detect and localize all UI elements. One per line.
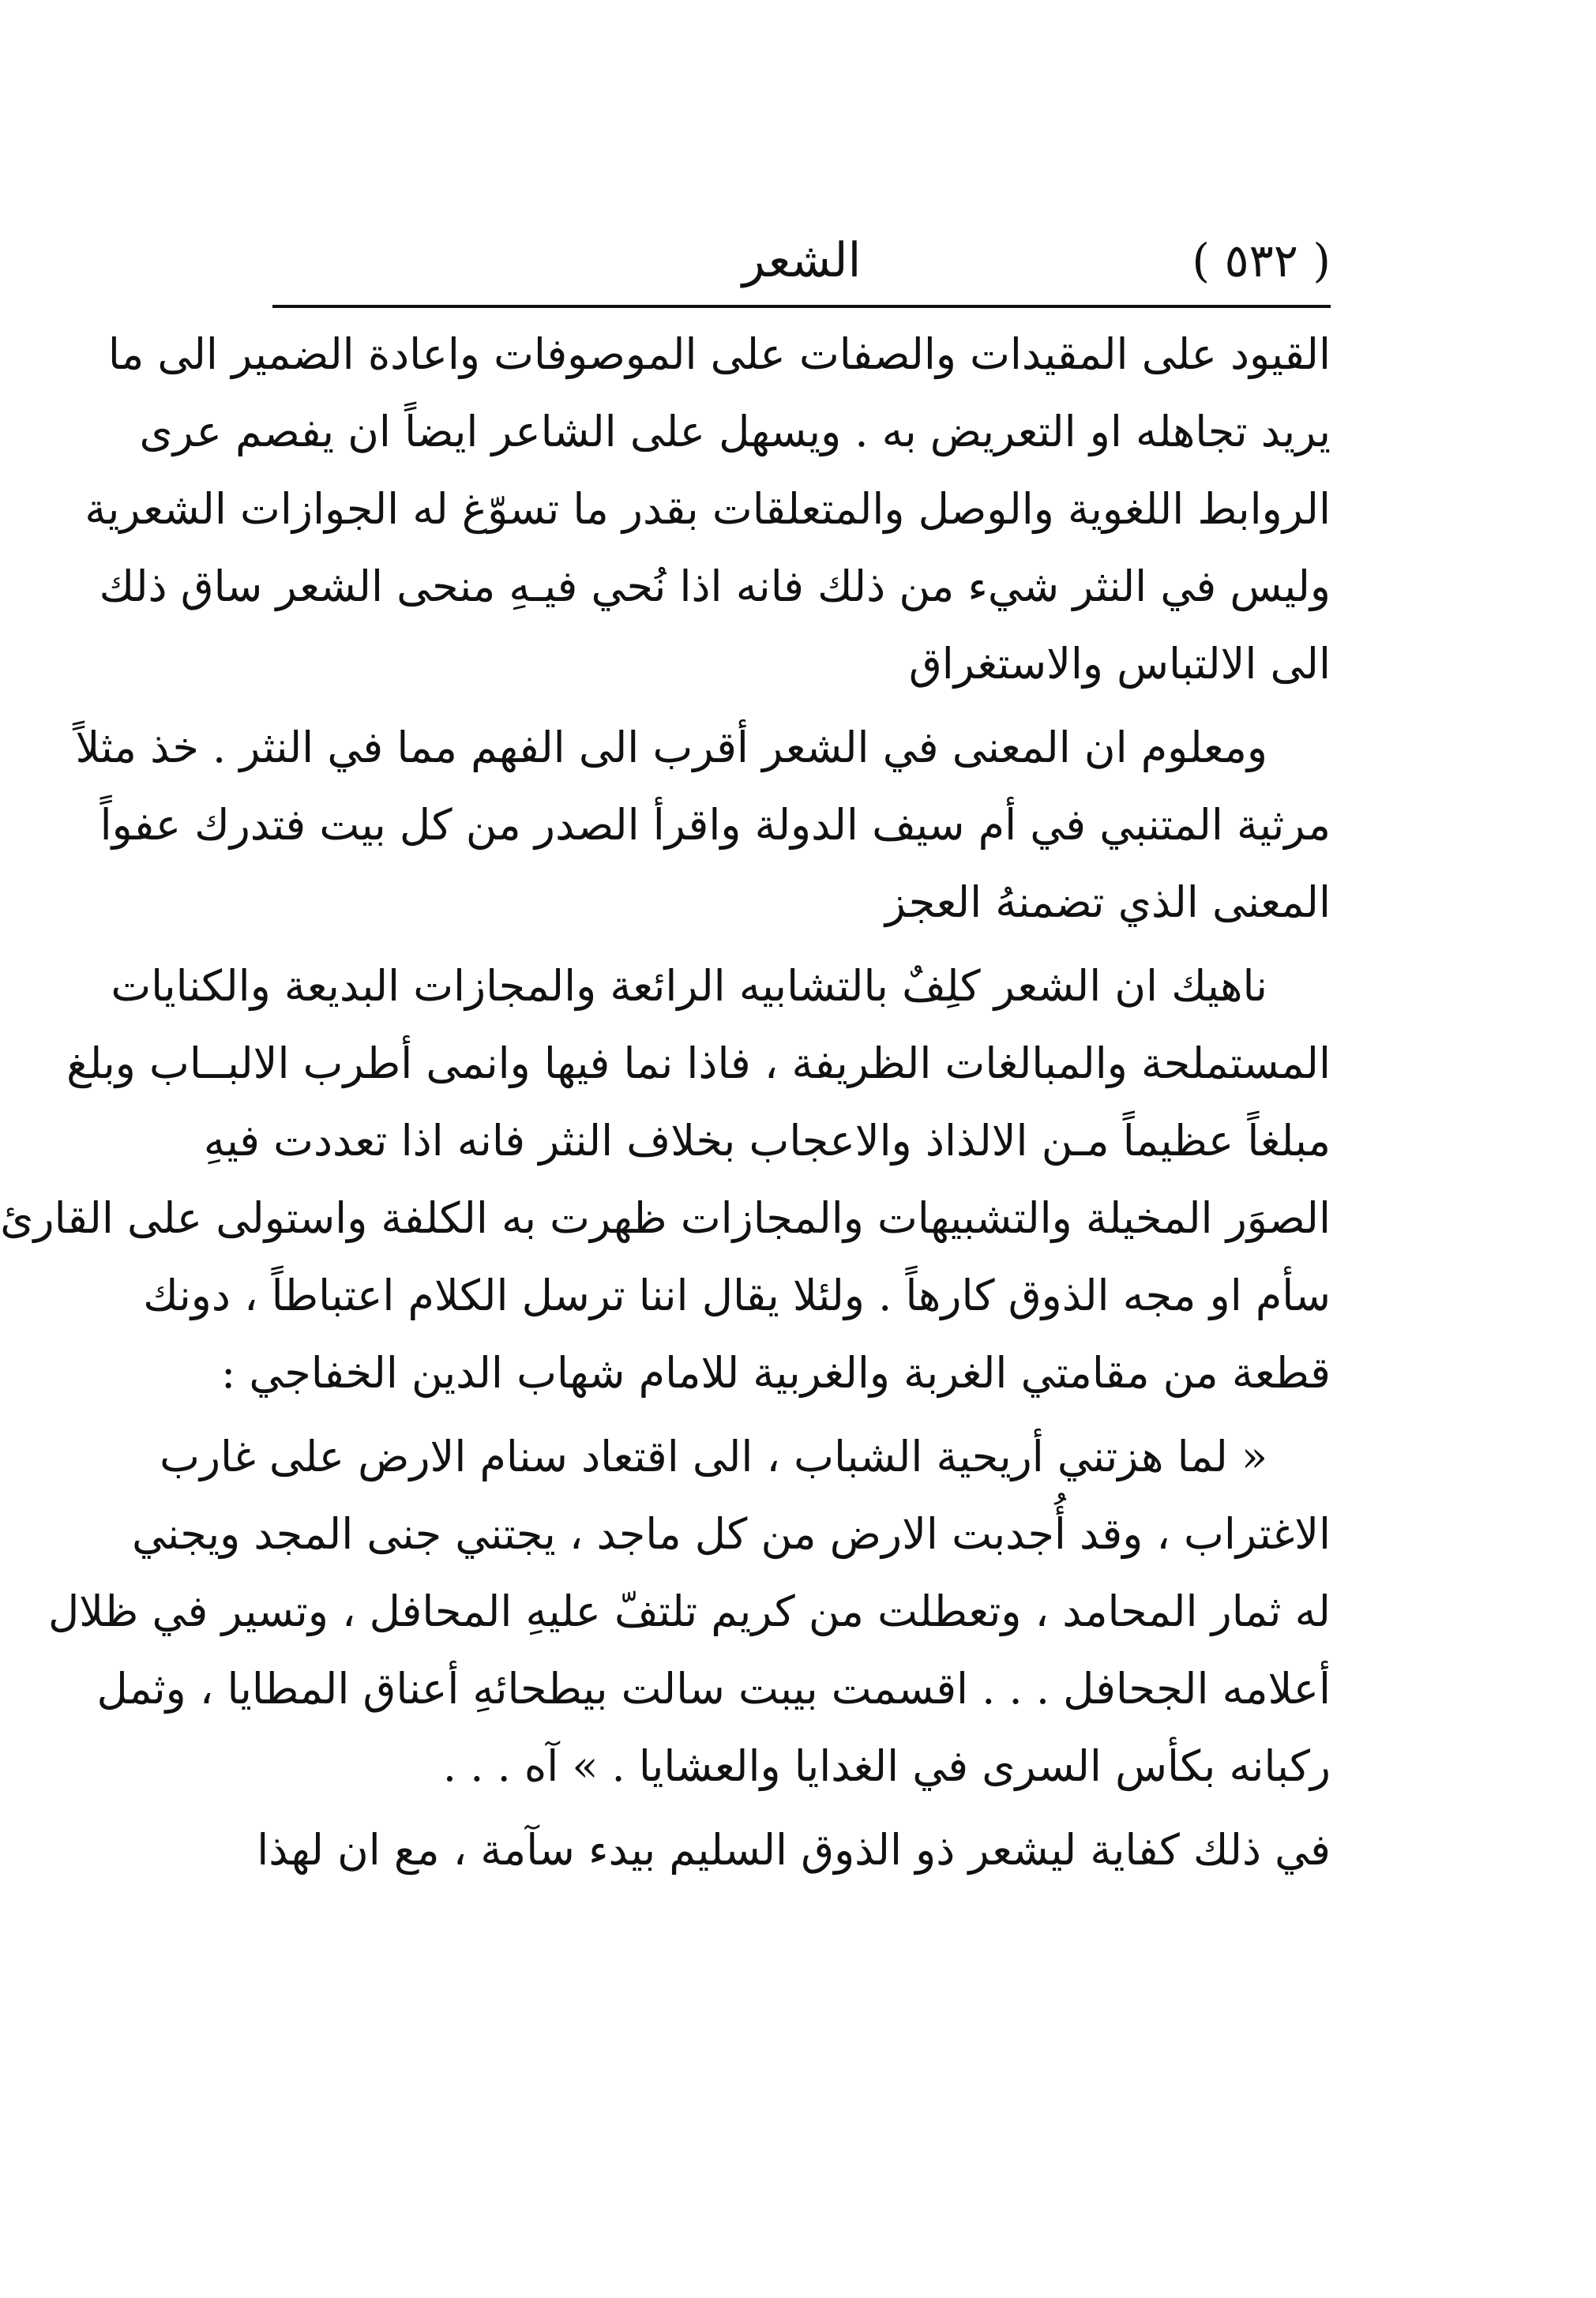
paragraph-4-quote xyxy=(47,1418,1331,1805)
text-line: « لما هزتني أريحية الشباب ، الى اقتعاد سنام الارض على غارب xyxy=(160,1432,1267,1481)
text-line: يريد تجاهله او التعريض به . ويسهل على الشاعر ايضاً ان يفصم عرى xyxy=(139,407,1331,456)
text-line: ناهيك ان الشعر كلِفٌ بالتشابيه الرائعة والمجازات البديعة والكنايات xyxy=(111,961,1267,1011)
text-line: الاغتراب ، وقد أُجدبت الارض من كل ماجد ، يجتني جنى المجد ويجني xyxy=(131,1509,1331,1559)
page-header xyxy=(272,213,1331,300)
paragraph-5 xyxy=(257,1812,1331,1889)
text-line: سأم او مجه الذوق كارهاً . ولئلا يقال اننا ترسل الكلام اعتباطاً ، دونك xyxy=(143,1271,1331,1320)
page-body xyxy=(0,316,1331,1895)
text-line: ركبانه بكأس السرى في الغدايا والعشايا . » آه . . . xyxy=(442,1741,1331,1791)
text-line: ومعلوم ان المعنى في الشعر أقرب الى الفهم مما في النثر . خذ مثلاً xyxy=(75,723,1267,772)
header-rule xyxy=(272,305,1331,308)
text-line: المعنى الذي تضمنهُ العجز xyxy=(884,877,1331,927)
text-line: له ثمار المحامد ، وتعطلت من كريم تلتفّ عليهِ المحافل ، وتسير في ظلال xyxy=(47,1586,1331,1636)
text-line: قطعة من مقامتي الغربة والغربية للامام شهاب الدين الخفاجي : xyxy=(220,1348,1331,1398)
text-line: الروابط اللغوية والوصل والمتعلقات بقدر ما تسوّغ له الجوازات الشعرية xyxy=(84,484,1331,534)
text-line: مرثية المتنبي في أم سيف الدولة واقرأ الصدر من كل بيت فتدرك عفواً xyxy=(100,800,1331,850)
text-line: المستملحة والمبالغات الظريفة ، فاذا نما فيها وانمى أطرب الالبــاب وبلغ xyxy=(66,1038,1331,1088)
paragraph-3 xyxy=(0,948,1331,1412)
text-line: مبلغاً عظيماً مـن الالذاذ والاعجاب بخلاف النثر فانه اذا تعددت فيهِ xyxy=(203,1116,1331,1166)
page-number: ( ٥٣٢ ) xyxy=(1192,234,1331,287)
text-line: الصوَر المخيلة والتشبيهات والمجازات ظهرت به الكلفة واستولى على القارئ xyxy=(0,1193,1331,1243)
text-line: القيود على المقيدات والصفات على الموصوفات واعادة الضمير الى ما xyxy=(107,329,1331,379)
running-title: الشعر xyxy=(742,233,862,288)
paragraph-2 xyxy=(75,709,1331,941)
text-line: في ذلك كفاية ليشعر ذو الذوق السليم بيدء سآمة ، مع ان لهذا xyxy=(257,1825,1331,1875)
text-line: وليس في النثر شيء من ذلك فانه اذا نُحي فيـهِ منحى الشعر ساق ذلك xyxy=(99,561,1331,611)
text-line: أعلامه الجحافل . . . اقسمت بيبت سالت بيطحائهِ أعناق المطايا ، وثمل xyxy=(96,1664,1331,1714)
paragraph-1 xyxy=(84,316,1331,703)
text-line: الى الالتباس والاستغراق xyxy=(908,639,1331,689)
